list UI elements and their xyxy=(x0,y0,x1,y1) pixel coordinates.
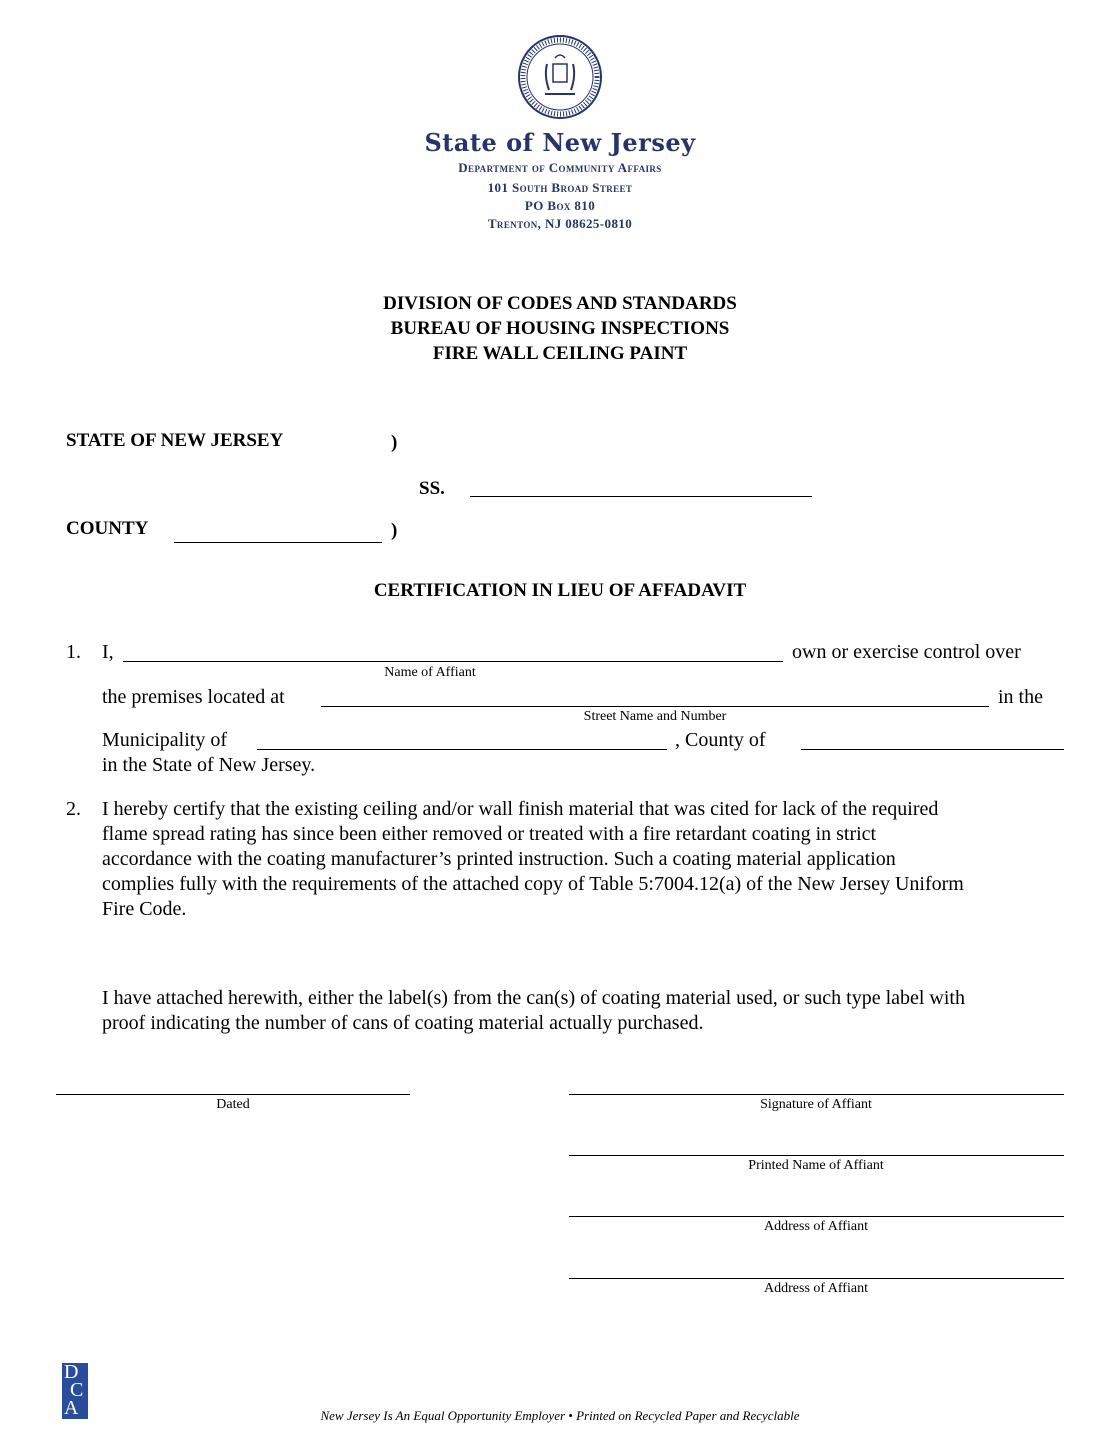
in-the-text: in the xyxy=(998,686,1043,708)
division-heading: DIVISION OF CODES AND STANDARDS xyxy=(383,293,737,314)
letterhead-pobox: PO Box 810 xyxy=(524,198,596,213)
venue-state: STATE OF NEW JERSEY xyxy=(66,430,284,451)
address-1-caption: Address of Affiant xyxy=(764,1219,868,1234)
printed-name-field[interactable] xyxy=(569,1155,1064,1156)
letterhead-department: Department of Community Affairs xyxy=(458,160,662,175)
ss-field[interactable] xyxy=(470,496,812,497)
municipality-field[interactable] xyxy=(257,749,667,750)
address-2-caption: Address of Affiant xyxy=(764,1281,868,1296)
letterhead-state: State of New Jersey xyxy=(424,128,696,157)
footer-employer-text: New Jersey Is An Equal Opportunity Employer xyxy=(320,1408,566,1423)
street-caption: Street Name and Number xyxy=(583,709,727,724)
address-1-field[interactable] xyxy=(569,1216,1064,1217)
street-field[interactable] xyxy=(321,706,989,707)
item-2-line: complies fully with the requirements of the attached copy of Table 5:7004.12(a) of the New Jersey Uniform xyxy=(102,873,964,895)
municipality-text: Municipality of xyxy=(102,729,227,751)
item-2-line: flame spread rating has since been either removed or treated with a fire retardant coating in strict xyxy=(102,823,877,845)
venue-county: COUNTY xyxy=(66,518,149,539)
dated-field[interactable] xyxy=(56,1094,410,1095)
item-1-i: I, xyxy=(102,641,114,663)
name-of-affiant-caption: Name of Affiant xyxy=(384,665,476,680)
footer xyxy=(0,1408,1120,1424)
premises-text: the premises located at xyxy=(102,686,285,708)
address-2-field[interactable] xyxy=(569,1278,1064,1279)
item-1-number: 1. xyxy=(66,641,81,663)
dca-logo-letter-c: C xyxy=(70,1379,84,1401)
certification-title: CERTIFICATION IN LIEU OF AFFADAVIT xyxy=(373,580,747,601)
letterhead-street: 101 South Broad Street xyxy=(487,180,633,195)
printed-name-caption: Printed Name of Affiant xyxy=(748,1158,884,1173)
dca-logo-letter-d: D xyxy=(64,1361,79,1383)
venue-paren-2: ) xyxy=(391,520,398,541)
affiant-name-field[interactable] xyxy=(123,661,783,662)
footer-recycled-text: Printed on Recycled Paper and Recyclable xyxy=(576,1408,800,1423)
attached-line: proof indicating the number of cans of coating material actually purchased. xyxy=(102,1012,704,1034)
county-of-text: , County of xyxy=(675,729,766,751)
signature-caption: Signature of Affiant xyxy=(760,1097,872,1112)
venue-ss: SS. xyxy=(419,478,445,499)
attached-line: I have attached herewith, either the label(s) from the can(s) of coating material used, or such type label with xyxy=(102,987,965,1009)
item-2-line: Fire Code. xyxy=(102,898,187,920)
attached-paragraph xyxy=(102,986,965,1036)
form-title-heading: FIRE WALL CEILING PAINT xyxy=(432,343,688,364)
item-2-line: I hereby certify that the existing ceiling and/or wall finish material that was cited for lack of the required xyxy=(102,798,939,820)
county-of-field[interactable] xyxy=(801,749,1064,750)
dca-logo-letter-a: A xyxy=(64,1397,79,1419)
state-line-text: in the State of New Jersey. xyxy=(102,754,316,776)
letterhead-city: Trenton, NJ 08625-0810 xyxy=(487,216,633,231)
item-2-number: 2. xyxy=(66,798,81,820)
venue-paren-1: ) xyxy=(391,432,398,453)
item-2-paragraph xyxy=(102,797,964,922)
state-seal-icon xyxy=(517,34,603,120)
signature-field[interactable] xyxy=(569,1094,1064,1095)
county-field[interactable] xyxy=(174,542,382,543)
footer-bullet: • xyxy=(568,1408,573,1423)
dated-caption: Dated xyxy=(216,1097,250,1112)
own-control-text: own or exercise control over xyxy=(792,641,1021,663)
item-2-line: accordance with the coating manufacturer’s printed instruction. Such a coating material application xyxy=(102,848,896,870)
bureau-heading: BUREAU OF HOUSING INSPECTIONS xyxy=(390,318,730,339)
